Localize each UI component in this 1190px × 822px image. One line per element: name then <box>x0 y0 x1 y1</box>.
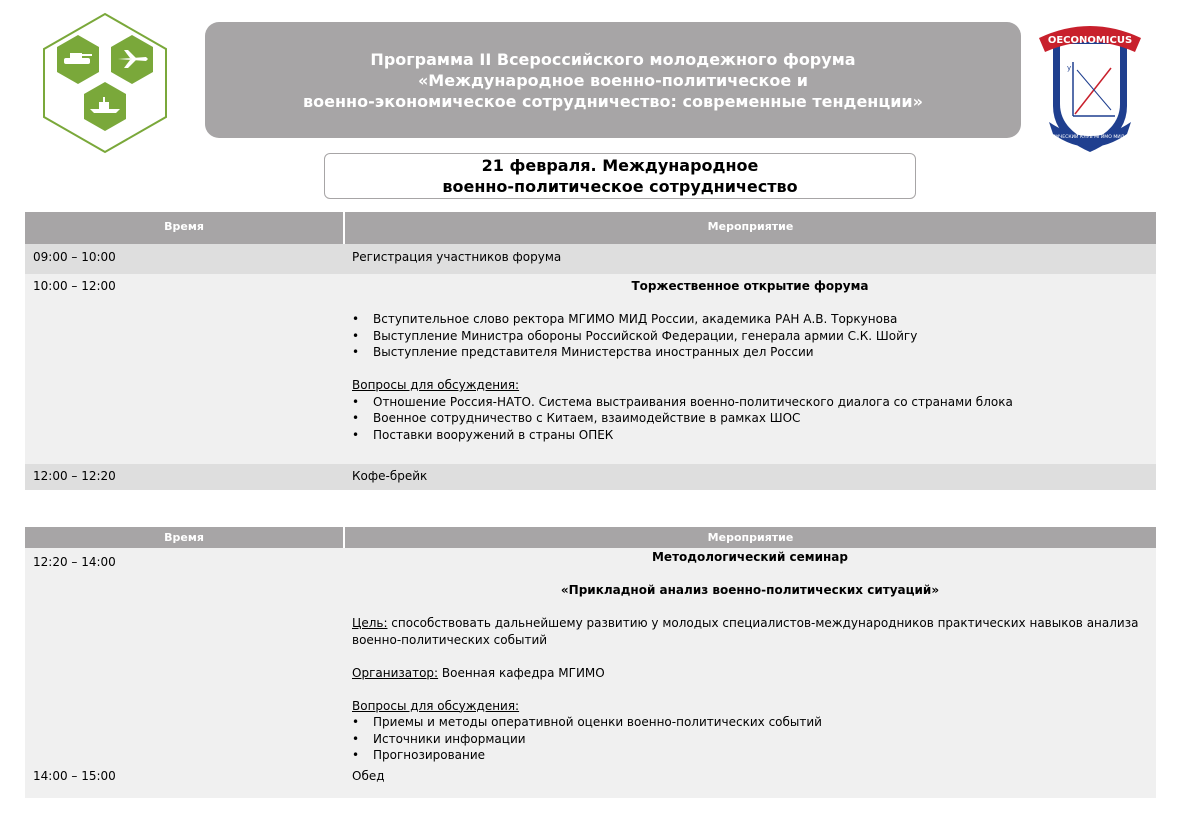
title-line-2: «Международное военно-политическое и <box>417 70 809 90</box>
tank-icon <box>57 35 99 84</box>
title-line-1: Программа II Всероссийского молодежного форума <box>370 49 856 69</box>
row-time: 09:00 – 10:00 <box>33 250 116 264</box>
list-item: • Военное сотрудничество с Китаем, взаимодействие в рамках ШОС <box>373 410 1148 427</box>
list-item: • Прогнозирование <box>373 747 1148 764</box>
table-row <box>25 548 1156 764</box>
questions-list <box>352 714 1148 764</box>
list-item: • Выступление представителя Министерства иностранных дел России <box>373 344 1148 361</box>
list-item: • Выступление Министра обороны Российской Федерации, генерала армии С.К. Шойгу <box>373 328 1148 345</box>
row-event: Регистрация участников форума <box>352 250 562 264</box>
table-row <box>25 764 1156 798</box>
opening-title: Торжественное открытие форума <box>631 279 869 293</box>
row-event: Кофе-брейк <box>352 469 428 483</box>
opening-speeches-list <box>352 311 1148 361</box>
header-event: Мероприятие <box>344 212 1156 244</box>
schedule-table-2 <box>25 527 1156 798</box>
table-row <box>25 274 1156 464</box>
banner-text: OECONOMICUS <box>1047 35 1133 46</box>
list-item: • Поставки вооружений в страны ОПЕК <box>373 427 1148 444</box>
list-item: • Отношение Россия-НАТО. Система выстраивания военно-политического диалога со странами блока <box>373 394 1148 411</box>
day-title-line-2: военно-политическое сотрудничество <box>442 177 798 196</box>
axis-y-label: y <box>1067 64 1072 72</box>
seminar-organizer <box>352 665 1148 682</box>
goal-label: Цель: <box>352 616 388 630</box>
ship-icon <box>84 82 126 131</box>
organizer-text: Военная кафедра МГИМО <box>438 665 605 680</box>
header-time: Время <box>25 212 344 244</box>
axis-x-label: c <box>1115 118 1119 126</box>
day-title-line-1: 21 февраля. Международное <box>481 156 759 175</box>
schedule-table-1 <box>25 212 1156 490</box>
jet-icon <box>111 35 153 84</box>
table-row <box>25 464 1156 490</box>
row-time: 12:20 – 14:00 <box>33 555 116 569</box>
questions-label: Вопросы для обсуждения: <box>352 378 520 392</box>
seminar-subtitle: «Прикладной анализ военно-политических ситуаций» <box>560 583 940 597</box>
row-event: Обед <box>352 769 385 783</box>
title-line-3: военно-экономическое сотрудничество: современные тенденции» <box>303 91 923 111</box>
header-event: Мероприятие <box>344 527 1156 548</box>
list-item: • Вступительное слово ректора МГИМО МИД России, академика РАН А.В. Торкунова <box>373 311 1148 328</box>
list-item: • Источники информации <box>373 731 1148 748</box>
oeconomicus-logo <box>1035 18 1145 158</box>
seminar-goal <box>352 615 1148 648</box>
table-row <box>25 244 1156 274</box>
goal-text: способствовать дальнейшему развитию у молодых специалистов-международников практических навыков анализа военно-политических событий <box>352 616 1139 647</box>
questions-label: Вопросы для обсуждения: <box>352 698 520 713</box>
organizer-label: Организатор: <box>352 665 439 680</box>
program-title <box>205 22 1021 138</box>
seminar-title: Методологический семинар <box>651 550 848 564</box>
day-title <box>324 153 916 199</box>
row-time: 10:00 – 12:00 <box>33 279 116 293</box>
list-item: • Приемы и методы оперативной оценки военно-политических событий <box>373 714 1148 731</box>
row-time: 12:00 – 12:20 <box>33 469 116 483</box>
questions-list <box>352 394 1148 444</box>
forum-logo <box>42 12 168 154</box>
header-time: Время <box>25 527 344 548</box>
row-time: 14:00 – 15:00 <box>33 769 116 783</box>
ribbon-text: ЭКОНОМИЧЕСКИЙ КЛУБ МГИМО МИД РОССИИ <box>1035 135 1145 140</box>
